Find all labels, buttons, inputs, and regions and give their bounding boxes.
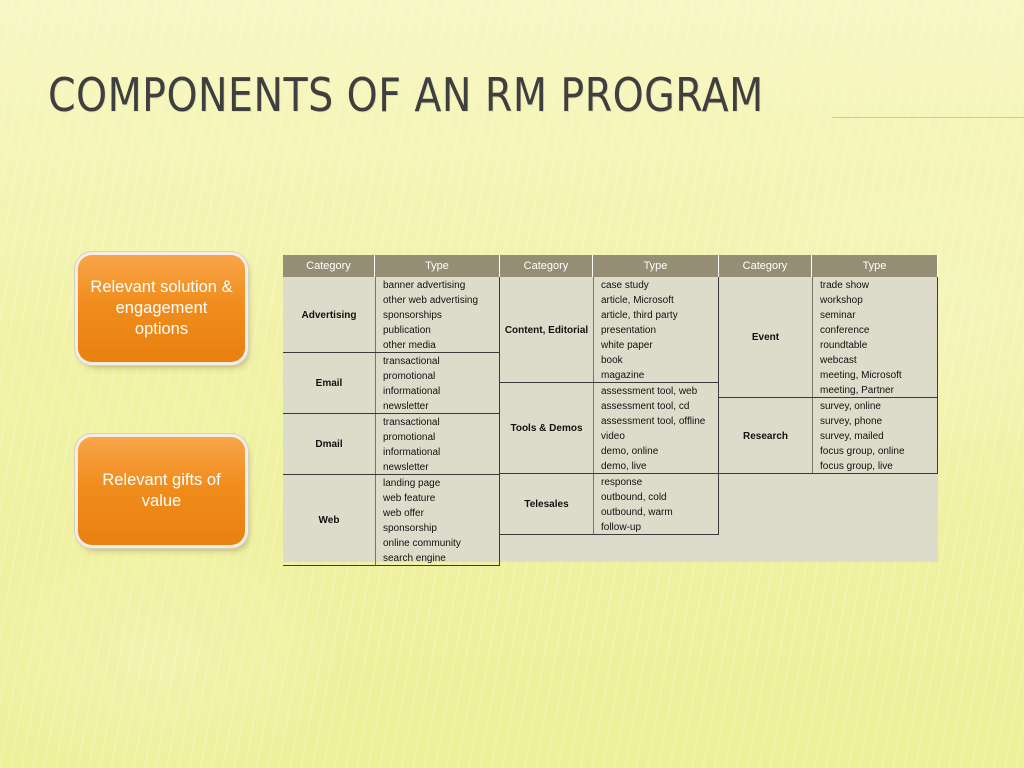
gifts-of-value-label: Relevant gifts of value: [102, 471, 221, 510]
type-item: publication: [383, 325, 431, 336]
type-item: book: [601, 355, 623, 366]
type-list-research: [812, 398, 938, 474]
type-item: assessment tool, web: [601, 386, 698, 397]
type-item: assessment tool, cd: [601, 401, 690, 412]
type-item: other media: [383, 340, 436, 351]
group-separator: [500, 534, 719, 535]
type-list-dmail: [375, 414, 500, 475]
section-divider: [937, 277, 938, 474]
type-item: conference: [820, 325, 870, 336]
type-item: online community: [383, 538, 461, 549]
category-cell-email: Email: [315, 378, 343, 389]
column-divider: [593, 474, 594, 535]
category-cell-advertising: Advertising: [301, 309, 357, 321]
engagement-options-button[interactable]: [78, 255, 245, 362]
header-type-3: Type: [812, 255, 938, 277]
type-item: follow-up: [601, 522, 642, 533]
type-item: landing page: [383, 478, 441, 489]
header-type-2: Type: [593, 255, 719, 277]
type-item: video: [601, 431, 625, 442]
type-item: outbound, warm: [601, 507, 673, 518]
column-divider: [812, 277, 813, 398]
slide-title: COMPONENTS OF AN RM PROGRAM: [48, 68, 764, 122]
category-cell-tools-demos: Tools & Demos: [510, 423, 583, 434]
type-item: article, Microsoft: [601, 295, 674, 306]
type-item: promotional: [383, 371, 436, 382]
type-list-web: [375, 475, 500, 566]
type-item: meeting, Partner: [820, 385, 894, 396]
type-item: white paper: [601, 340, 653, 351]
category-cell-web: Web: [318, 515, 340, 526]
type-item: magazine: [601, 370, 645, 381]
column-divider: [375, 353, 376, 414]
type-item: transactional: [383, 356, 440, 367]
type-list-telesales: [593, 474, 719, 535]
header-category-3: Category: [719, 255, 812, 277]
engagement-options-label: Relevant solution & engagement options: [90, 278, 233, 338]
type-item: outbound, cold: [601, 492, 667, 503]
type-item: webcast: [820, 355, 857, 366]
type-list-email: [375, 353, 500, 414]
type-item: trade show: [820, 280, 869, 291]
group-separator: [719, 473, 938, 474]
column-divider: [375, 475, 376, 566]
type-item: survey, phone: [820, 416, 883, 427]
type-item: promotional: [383, 432, 436, 443]
category-cell-content-editorial: Content, Editorial: [504, 324, 589, 336]
column-divider: [375, 277, 376, 353]
type-item: transactional: [383, 417, 440, 428]
type-list-content-editorial: [593, 277, 719, 383]
rm-components-table: [283, 255, 938, 562]
type-item: focus group, online: [820, 446, 905, 457]
type-item: response: [601, 477, 643, 488]
type-list-advertising: [375, 277, 500, 353]
header-type-1: Type: [375, 255, 500, 277]
column-divider: [593, 277, 594, 383]
type-item: demo, live: [601, 461, 647, 472]
type-item: informational: [383, 447, 441, 458]
title-divider: [832, 117, 1024, 118]
category-cell-research: Research: [742, 430, 789, 442]
type-item: workshop: [820, 295, 863, 306]
type-item: web offer: [383, 508, 424, 519]
type-item: banner advertising: [383, 280, 466, 291]
type-item: assessment tool, offline: [601, 416, 706, 427]
type-item: focus group, live: [820, 461, 893, 472]
type-item: presentation: [601, 325, 657, 336]
section-divider: [499, 277, 500, 562]
header-category-1: Category: [283, 255, 375, 277]
type-item: meeting, Microsoft: [820, 370, 902, 381]
category-cell-dmail: Dmail: [315, 439, 343, 450]
type-item: survey, online: [820, 401, 881, 412]
type-item: search engine: [383, 553, 446, 564]
column-divider: [375, 414, 376, 475]
type-item: seminar: [820, 310, 856, 321]
gifts-of-value-button[interactable]: [78, 437, 245, 545]
type-item: roundtable: [820, 340, 868, 351]
type-list-event: [812, 277, 938, 398]
type-item: informational: [383, 386, 441, 397]
type-item: article, third party: [601, 310, 678, 321]
type-item: case study: [601, 280, 649, 291]
header-category-2: Category: [500, 255, 593, 277]
type-item: sponsorships: [383, 310, 442, 321]
type-item: demo, online: [601, 446, 659, 457]
category-cell-event: Event: [751, 332, 780, 343]
column-divider: [593, 383, 594, 474]
type-item: web feature: [383, 493, 436, 504]
type-item: newsletter: [383, 462, 429, 473]
column-divider: [812, 398, 813, 474]
type-list-tools-demos: [593, 383, 719, 474]
type-item: other web advertising: [383, 295, 479, 306]
type-item: survey, mailed: [820, 431, 884, 442]
type-item: sponsorship: [383, 523, 437, 534]
type-item: newsletter: [383, 401, 429, 412]
category-cell-telesales: Telesales: [524, 499, 569, 510]
group-separator: [283, 565, 500, 566]
